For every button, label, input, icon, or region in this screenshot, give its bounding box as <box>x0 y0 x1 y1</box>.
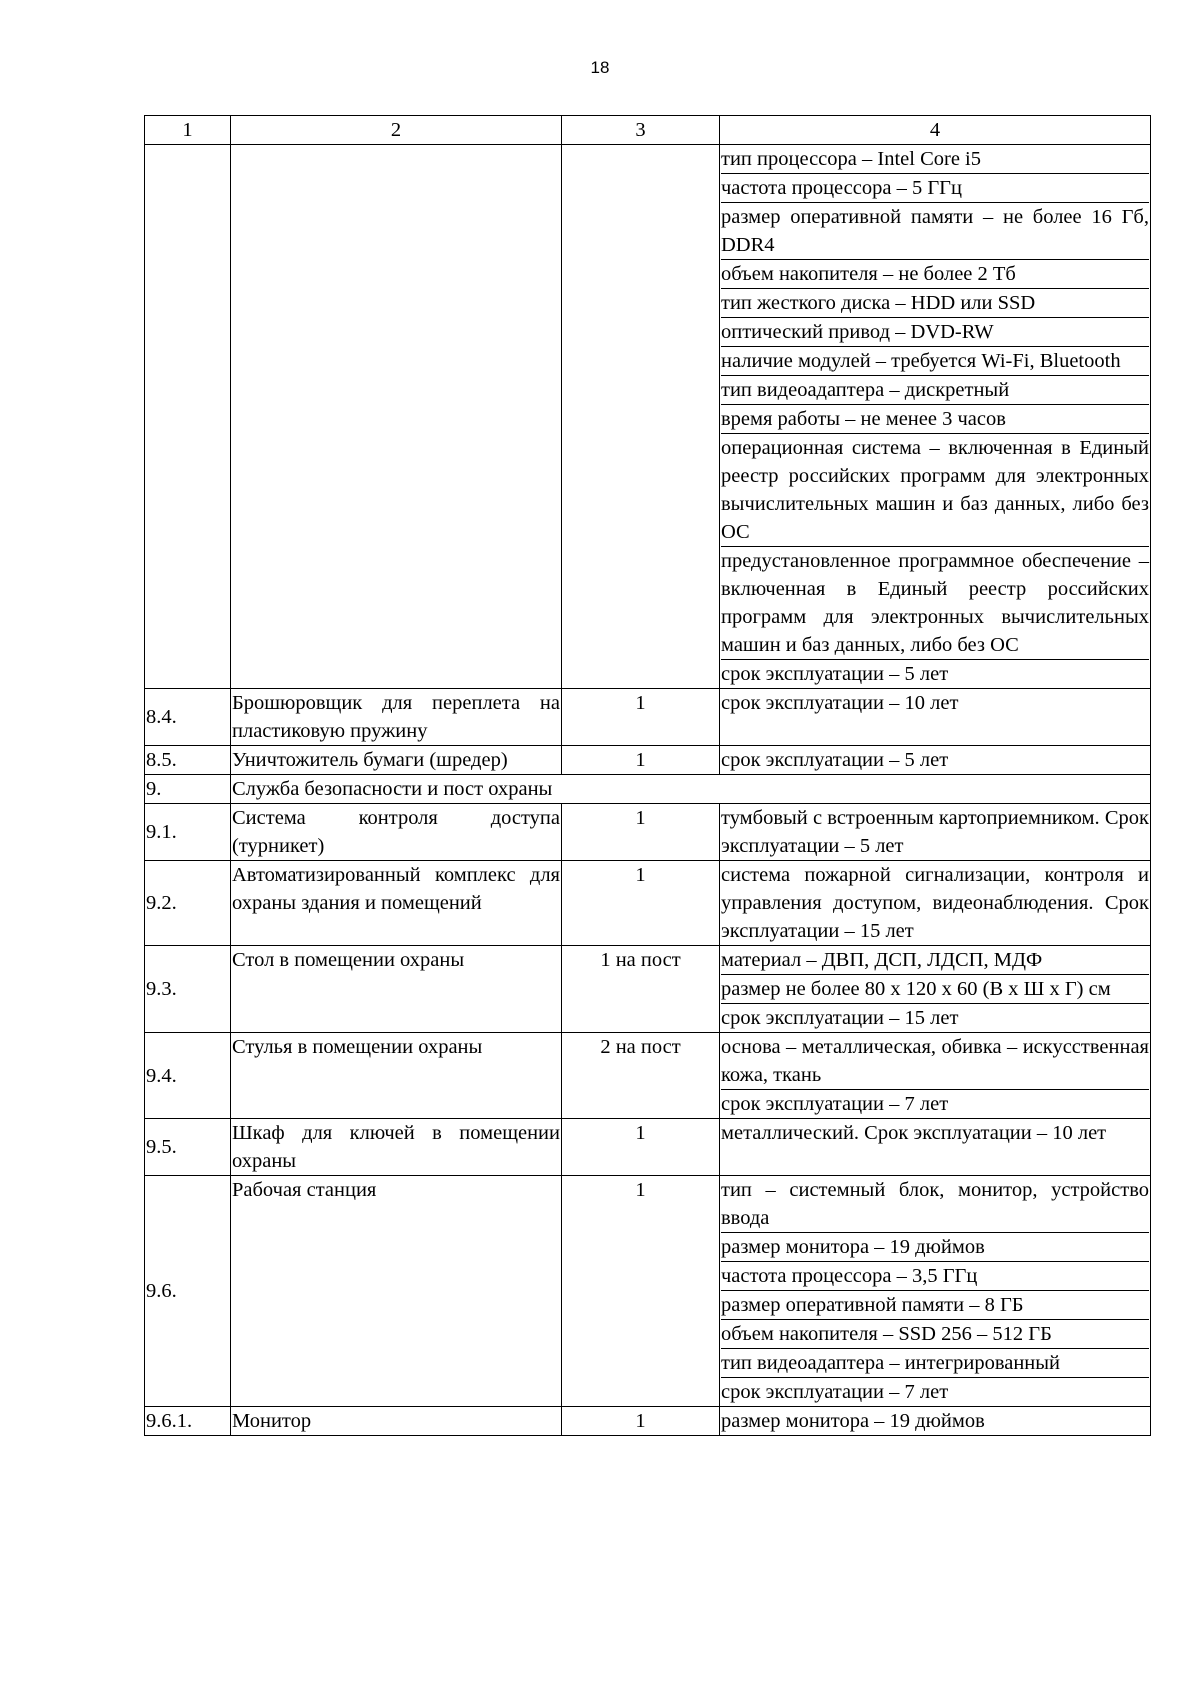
spec-line: размер оперативной памяти – не более 16 Гб, DDR4 <box>721 202 1149 259</box>
item-name: Монитор <box>231 1407 562 1436</box>
item-name: Автоматизированный комплекс для охраны здания и помещений <box>231 861 562 946</box>
row-number: 9.5. <box>145 1119 231 1176</box>
item-quantity: 1 на пост <box>562 946 720 1033</box>
spec-line: размер монитора – 19 дюймов <box>721 1232 1149 1261</box>
spec-line: материал – ДВП, ДСП, ЛДСП, МДФ <box>721 949 1043 971</box>
item-specs <box>720 1119 1151 1176</box>
row-number: 9. <box>145 775 231 804</box>
spec-line: размер не более 80 х 120 х 60 (В х Ш х Г) см <box>721 974 1149 1003</box>
item-name: Брошюровщик для переплета на пластиковую пружину <box>231 689 562 746</box>
item-name: Рабочая станция <box>231 1176 562 1407</box>
spec-line: система пожарной сигнализации, контроля и управления доступом, видеонаблюдения. Срок эксплуатации – 15 лет <box>721 864 1149 942</box>
item-quantity: 1 <box>562 1119 720 1176</box>
spec-line: металлический. Срок эксплуатации – 10 лет <box>721 1122 1107 1144</box>
spec-line: тип видеоадаптера – интегрированный <box>721 1348 1149 1377</box>
spec-line: предустановленное программное обеспечение – включенная в Единый реестр российских программ для электронных вычислительных машин и баз данных, либо без ОС <box>721 546 1149 659</box>
row-number: 9.6.1. <box>145 1407 231 1436</box>
spec-line: объем накопителя – не более 2 Тб <box>721 259 1149 288</box>
spec-line: основа – металлическая, обивка – искусственная кожа, ткань <box>721 1036 1149 1086</box>
equipment-table <box>144 115 1151 1436</box>
spec-line: время работы – не менее 3 часов <box>721 404 1149 433</box>
spec-line: оптический привод – DVD-RW <box>721 317 1149 346</box>
page-number: 18 <box>590 58 610 77</box>
table-row <box>145 1033 1151 1119</box>
item-specs <box>720 746 1151 775</box>
spec-line: тип жесткого диска – HDD или SSD <box>721 288 1149 317</box>
item-quantity: 1 <box>562 1176 720 1407</box>
table-row <box>145 861 1151 946</box>
item-name: Шкаф для ключей в помещении охраны <box>231 1119 562 1176</box>
row-number: 8.5. <box>145 746 231 775</box>
item-quantity: 1 <box>562 689 720 746</box>
spec-line: операционная система – включенная в Единый реестр российских программ для электронных вычислительных машин и баз данных, либо без ОС <box>721 433 1149 546</box>
spec-line: размер оперативной памяти – 8 ГБ <box>721 1290 1149 1319</box>
item-name: Система контроля доступа (турникет) <box>231 804 562 861</box>
header-cell-2: 2 <box>231 116 562 145</box>
item-name <box>231 145 562 689</box>
row-number: 8.4. <box>145 689 231 746</box>
table-row <box>145 1407 1151 1436</box>
spec-line: размер монитора – 19 дюймов <box>721 1410 985 1432</box>
spec-line: тумбовый с встроенным картоприемником. Срок эксплуатации – 5 лет <box>721 807 1149 857</box>
spec-line: объем накопителя – SSD 256 – 512 ГБ <box>721 1319 1149 1348</box>
item-quantity: 1 <box>562 804 720 861</box>
row-number: 9.3. <box>145 946 231 1033</box>
spec-line: срок эксплуатации – 15 лет <box>721 1003 1149 1032</box>
item-name: Уничтожитель бумаги (шредер) <box>231 746 562 775</box>
table-row <box>145 1176 1151 1407</box>
spec-line: тип видеоадаптера – дискретный <box>721 375 1149 404</box>
header-cell-3: 3 <box>562 116 720 145</box>
item-quantity <box>562 145 720 689</box>
item-specs <box>720 689 1151 746</box>
item-quantity: 1 <box>562 1407 720 1436</box>
item-name: Стол в помещении охраны <box>231 946 562 1033</box>
spec-line: срок эксплуатации – 10 лет <box>721 692 959 714</box>
spec-line: срок эксплуатации – 7 лет <box>721 1089 1149 1118</box>
section-title: Служба безопасности и пост охраны <box>231 775 1151 804</box>
spec-line: тип процессора – Intel Core i5 <box>721 148 981 170</box>
spec-line: срок эксплуатации – 5 лет <box>721 749 949 771</box>
spec-line: частота процессора – 5 ГГц <box>721 173 1149 202</box>
row-number: 9.6. <box>145 1176 231 1407</box>
table-header-row <box>145 116 1151 145</box>
table-row <box>145 689 1151 746</box>
item-quantity: 1 <box>562 746 720 775</box>
item-name: Стулья в помещении охраны <box>231 1033 562 1119</box>
item-specs <box>720 1176 1151 1407</box>
row-number <box>145 145 231 689</box>
spec-line: срок эксплуатации – 7 лет <box>721 1377 1149 1406</box>
table-row <box>145 1119 1151 1176</box>
item-quantity: 2 на пост <box>562 1033 720 1119</box>
spec-line: частота процессора – 3,5 ГГц <box>721 1261 1149 1290</box>
item-specs <box>720 804 1151 861</box>
table-body <box>145 116 1151 1436</box>
header-cell-4: 4 <box>720 116 1151 145</box>
item-specs <box>720 145 1151 689</box>
item-specs <box>720 861 1151 946</box>
item-quantity: 1 <box>562 861 720 946</box>
item-specs <box>720 946 1151 1033</box>
item-specs <box>720 1407 1151 1436</box>
spec-line: наличие модулей – требуется Wi-Fi, Bluetooth <box>721 346 1149 375</box>
table-row <box>145 145 1151 689</box>
table-row <box>145 804 1151 861</box>
row-number: 9.4. <box>145 1033 231 1119</box>
table-row <box>145 946 1151 1033</box>
spec-line: тип – системный блок, монитор, устройство ввода <box>721 1179 1149 1229</box>
row-number: 9.1. <box>145 804 231 861</box>
table-row <box>145 746 1151 775</box>
row-number: 9.2. <box>145 861 231 946</box>
header-cell-1: 1 <box>145 116 231 145</box>
table-row <box>145 775 1151 804</box>
item-specs <box>720 1033 1151 1119</box>
spec-line: срок эксплуатации – 5 лет <box>721 659 1149 688</box>
